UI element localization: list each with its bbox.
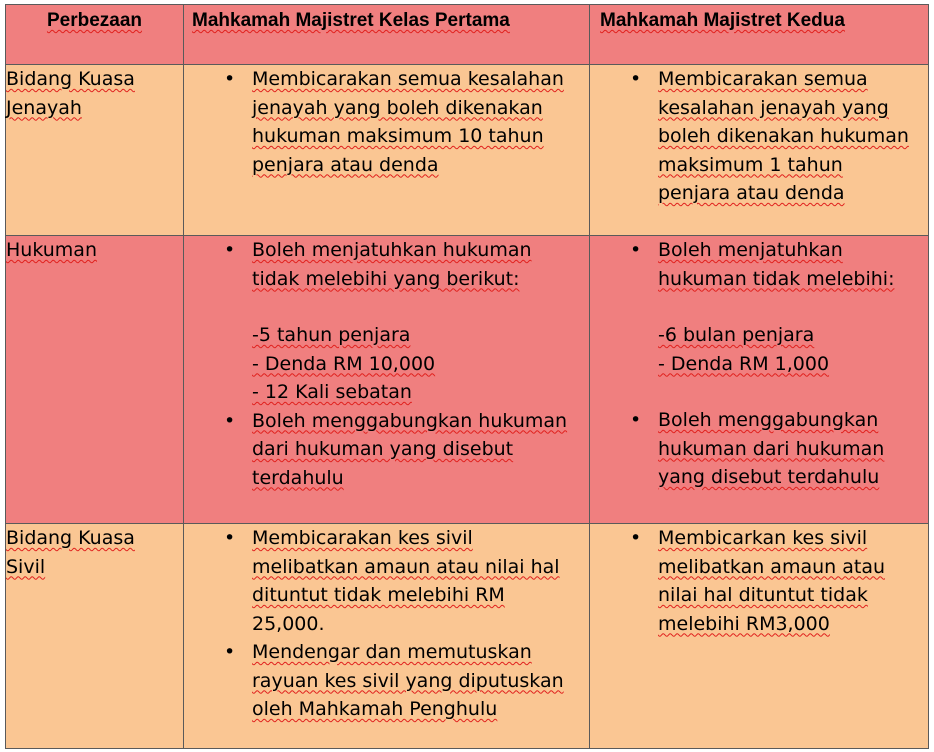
- bullet-icon: •: [630, 239, 642, 261]
- penalty-list: -5 tahun penjara - Denda RM 10,000 - 12 Kali sebatan: [252, 324, 436, 403]
- bullet-icon: •: [224, 239, 236, 261]
- header-first-class: Mahkamah Majistret Kelas Pertama: [184, 5, 590, 65]
- list-item: • Mendengar dan memutuskan rayuan kes sivil yang diputuskan oleh Mahkamah Penghulu: [184, 638, 589, 724]
- bullet-icon: •: [224, 641, 236, 663]
- list-item: • Boleh menggabungkan hukuman dari hukuman yang disebut terdahulu: [184, 407, 589, 493]
- second-class-cell: [590, 524, 929, 749]
- bullet-icon: •: [224, 409, 236, 432]
- list-item: • Boleh menjatuhkan hukuman tidak melebihi:: [590, 236, 928, 293]
- header-second-class: Mahkamah Majistret Kedua: [590, 5, 929, 65]
- bullet-icon: •: [224, 527, 236, 549]
- header-perbezaan: Perbezaan: [6, 5, 184, 65]
- header-row: [6, 5, 929, 65]
- bullet-icon: •: [630, 409, 642, 431]
- row-punishment: [6, 236, 929, 524]
- list-item: • Membicarakan kes sivil melibatkan amaun atau nilai hal dituntut tidak melebihi RM 25,000.: [184, 524, 589, 638]
- bullet-icon: •: [630, 68, 642, 90]
- first-class-cell: [184, 236, 590, 524]
- list-item: • Membicarkan kes sivil melibatkan amaun atau nilai hal dituntut tidak melebihi RM3,000: [590, 524, 928, 638]
- list-item: • Boleh menjatuhkan hukuman tidak melebihi yang berikut:: [184, 236, 589, 293]
- bullet-icon: •: [630, 527, 642, 549]
- second-class-cell: [590, 65, 929, 236]
- row-label: Hukuman: [6, 236, 184, 524]
- row-label: Bidang Kuasa Sivil: [6, 524, 184, 749]
- bullet-icon: •: [224, 68, 236, 90]
- penalty-list: -6 bulan penjara - Denda RM 1,000: [658, 324, 830, 375]
- list-item: • Membicarakan semua kesalahan jenayah yang boleh dikenakan hukuman maksimum 1 tahun penjara atau denda: [590, 65, 928, 208]
- first-class-cell: [184, 65, 590, 236]
- first-class-cell: [184, 524, 590, 749]
- row-label: Bidang Kuasa Jenayah: [6, 65, 184, 236]
- comparison-table: [5, 4, 929, 749]
- list-item: • Membicarakan semua kesalahan jenayah yang boleh dikenakan hukuman maksimum 10 tahun penjara atau denda: [184, 65, 589, 179]
- second-class-cell: [590, 236, 929, 524]
- row-civil-jurisdiction: [6, 524, 929, 749]
- row-criminal-jurisdiction: [6, 65, 929, 236]
- list-item: • Boleh menggabungkan hukuman dari hukuman yang disebut terdahulu: [590, 406, 928, 492]
